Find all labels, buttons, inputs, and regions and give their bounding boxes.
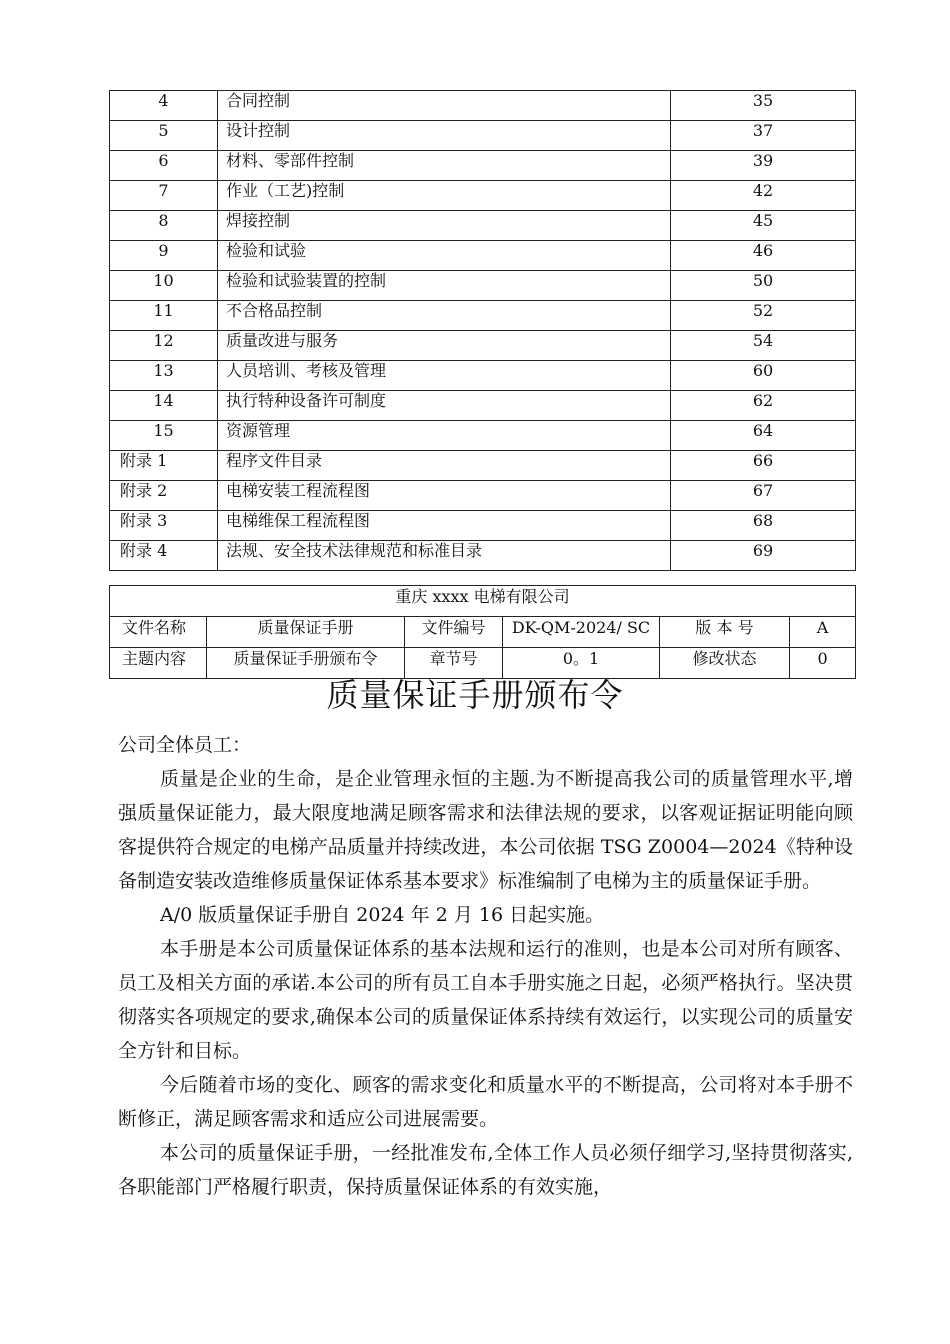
toc-number: 11 [110,301,218,331]
body-paragraph: A/0 版质量保证手册自 2024 年 2 月 16 日起实施。 [160,904,605,926]
toc-title: 焊接控制 [218,211,671,241]
toc-number: 9 [110,241,218,271]
toc-number: 8 [110,211,218,241]
toc-page: 39 [671,151,856,181]
document-body [118,728,853,1204]
toc-page: 62 [671,391,856,421]
toc-number: 12 [110,331,218,361]
toc-page: 42 [671,181,856,211]
toc-title: 合同控制 [218,91,671,121]
toc-page: 64 [671,421,856,451]
toc-page: 69 [671,541,856,571]
toc-row [110,421,856,451]
toc-page: 52 [671,301,856,331]
toc-table [109,90,856,571]
toc-title: 设计控制 [218,121,671,151]
file-number-value: DK-QM-2024/ SC [503,617,660,648]
toc-page: 37 [671,121,856,151]
toc-page: 46 [671,241,856,271]
toc-row [110,541,856,571]
toc-title: 电梯维保工程流程图 [218,511,671,541]
toc-row [110,151,856,181]
toc-row [110,121,856,151]
document-title: 质量保证手册颁布令 [326,676,624,714]
toc-number: 10 [110,271,218,301]
toc-title: 不合格品控制 [218,301,671,331]
toc-title: 检验和试验 [218,241,671,271]
toc-page: 68 [671,511,856,541]
toc-number: 7 [110,181,218,211]
toc-number: 15 [110,421,218,451]
toc-row [110,91,856,121]
file-number-label: 文件编号 [405,617,503,648]
toc-page: 54 [671,331,856,361]
toc-row [110,181,856,211]
toc-page: 35 [671,91,856,121]
toc-row [110,301,856,331]
toc-row [110,481,856,511]
toc-number: 4 [110,91,218,121]
toc-row [110,241,856,271]
toc-row [110,331,856,361]
revision-label: 修改状态 [660,648,790,679]
toc-number: 附录 2 [110,481,218,511]
toc-title: 检验和试验装置的控制 [218,271,671,301]
toc-title: 程序文件目录 [218,451,671,481]
document-header-table [109,585,856,679]
version-label: 版 本 号 [660,617,790,648]
salutation: 公司全体员工： [118,734,252,756]
toc-page: 67 [671,481,856,511]
version-value: A [790,617,856,648]
subject-value: 质量保证手册颁布令 [207,648,405,679]
subject-label: 主题内容 [110,648,207,679]
file-name-value: 质量保证手册 [207,617,405,648]
toc-number: 附录 1 [110,451,218,481]
body-paragraph: 质量是企业的生命，是企业管理永恒的主题.为不断提高我公司的质量管理水平,增强质量保证能力，最大限度地满足顾客需求和法律法规的要求，以客观证据证明能向顾客提供符合规定的电梯产品质量并持续改进，本公司依据 TSG Z0004—2024《特种设备制造安装改造维修质量保证体系基本要求》标准编制了电梯为主的质量保证手册。 [118,768,853,892]
toc-title: 执行特种设备许可制度 [218,391,671,421]
file-name-label: 文件名称 [110,617,207,648]
chapter-label: 章节号 [405,648,503,679]
toc-row [110,361,856,391]
toc-row [110,271,856,301]
toc-title: 作业（工艺)控制 [218,181,671,211]
body-paragraph: 本公司的质量保证手册，一经批准发布,全体工作人员必须仔细学习,坚持贯彻落实,各职能部门严格履行职责，保持质量保证体系的有效实施， [118,1142,853,1198]
toc-title: 电梯安装工程流程图 [218,481,671,511]
toc-title: 质量改进与服务 [218,331,671,361]
toc-title: 人员培训、考核及管理 [218,361,671,391]
body-paragraph: 本手册是本公司质量保证体系的基本法规和运行的准则，也是本公司对所有顾客、员工及相关方面的承诺.本公司的所有员工自本手册实施之日起，必须严格执行。坚决贯彻落实各项规定的要求,确保本公司的质量保证体系持续有效运行，以实现公司的质量安全方针和目标。 [118,938,853,1062]
toc-page: 66 [671,451,856,481]
toc-row [110,211,856,241]
toc-row [110,511,856,541]
toc-title: 法规、安全技术法律规范和标准目录 [218,541,671,571]
body-paragraph: 今后随着市场的变化、顾客的需求变化和质量水平的不断提高，公司将对本手册不断修正，满足顾客需求和适应公司进展需要。 [118,1074,853,1130]
toc-row [110,391,856,421]
toc-number: 附录 3 [110,511,218,541]
company-name: 重庆 xxxx 电梯有限公司 [110,586,856,617]
toc-number: 附录 4 [110,541,218,571]
toc-page: 50 [671,271,856,301]
toc-page: 45 [671,211,856,241]
toc-number: 13 [110,361,218,391]
toc-row [110,451,856,481]
toc-number: 6 [110,151,218,181]
toc-number: 14 [110,391,218,421]
toc-page: 60 [671,361,856,391]
toc-number: 5 [110,121,218,151]
toc-title: 资源管理 [218,421,671,451]
toc-title: 材料、零部件控制 [218,151,671,181]
revision-value: 0 [790,648,856,679]
chapter-value: 0。1 [503,648,660,679]
